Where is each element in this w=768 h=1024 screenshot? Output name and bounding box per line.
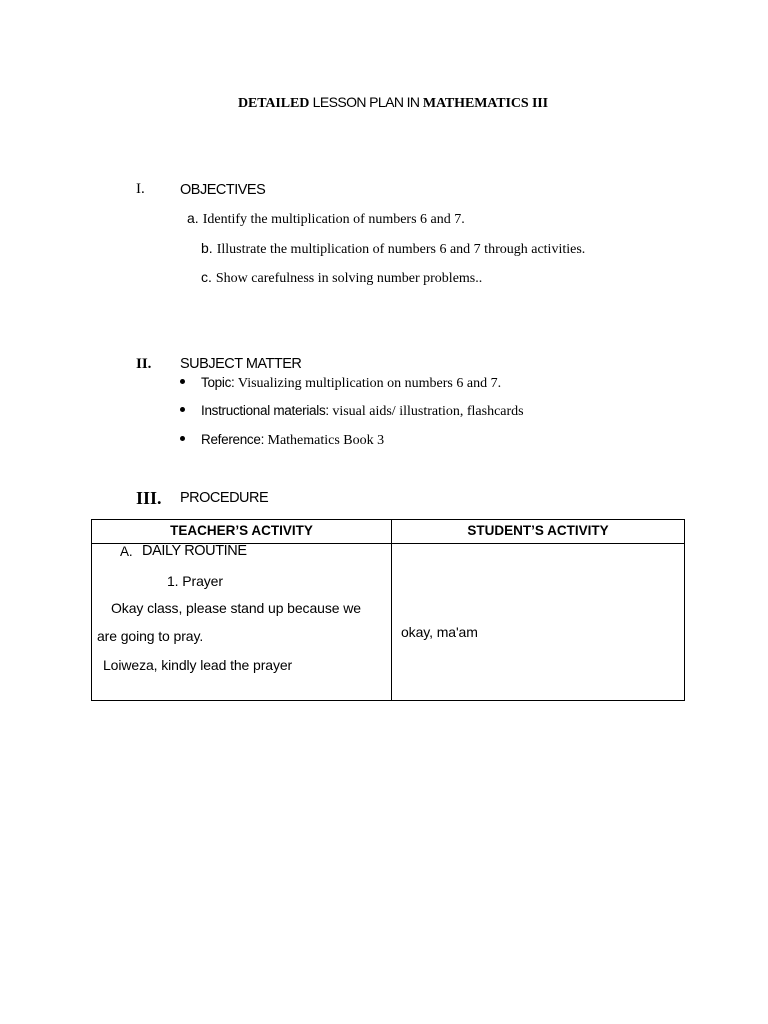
objective-text: Illustrate the multiplication of numbers 6 and 7 through activities. xyxy=(216,242,586,257)
title-part-1: DETAILED xyxy=(237,96,313,111)
subject-matter-heading: SUBJECT MATTER xyxy=(180,356,302,372)
objective-item xyxy=(201,269,482,287)
prayer-step: 1. Prayer xyxy=(167,573,223,589)
objective-text: Identify the multiplication of numbers 6 and 7. xyxy=(202,212,465,227)
item-label: Reference: xyxy=(201,432,268,447)
daily-routine-heading: DAILY ROUTINE xyxy=(142,543,247,559)
objective-letter: b. xyxy=(201,240,213,256)
bullet-icon xyxy=(180,436,185,441)
bullet-icon xyxy=(180,379,185,384)
objective-letter: a. xyxy=(187,210,199,226)
objectives-number: I. xyxy=(136,181,145,197)
subject-matter-item xyxy=(180,375,501,392)
item-value: visual aids/ illustration, flashcards xyxy=(332,404,524,419)
objectives-heading: OBJECTIVES xyxy=(180,182,266,198)
subject-matter-item xyxy=(180,432,384,449)
objective-letter: c. xyxy=(201,269,212,285)
teacher-activity-header: TEACHER’S ACTIVITY xyxy=(170,523,313,538)
student-response: okay, ma'am xyxy=(401,624,478,640)
objective-item xyxy=(187,210,465,228)
objective-item xyxy=(201,240,585,258)
column-divider xyxy=(391,520,392,700)
subject-matter-number: II. xyxy=(136,356,152,372)
title-part-2: LESSON PLAN IN xyxy=(312,94,420,110)
routine-letter: A. xyxy=(120,544,133,559)
teacher-line: are going to pray. xyxy=(97,628,204,644)
objective-text: Show carefulness in solving number problems.. xyxy=(215,271,483,286)
document-title xyxy=(0,94,768,112)
procedure-table xyxy=(91,519,685,701)
subject-matter-item xyxy=(180,403,524,420)
item-label: Instructional materials: xyxy=(201,403,333,418)
title-part-3: MATHEMATICS III xyxy=(419,96,549,111)
item-value: Mathematics Book 3 xyxy=(267,433,385,448)
procedure-heading: PROCEDURE xyxy=(180,490,269,506)
bullet-icon xyxy=(180,407,185,412)
teacher-line: Loiweza, kindly lead the prayer xyxy=(103,657,293,673)
item-value: Visualizing multiplication on numbers 6 and 7. xyxy=(237,376,502,391)
teacher-line: Okay class, please stand up because we xyxy=(111,600,361,616)
student-activity-header: STUDENT’S ACTIVITY xyxy=(467,523,609,538)
item-label: Topic: xyxy=(201,375,238,390)
procedure-number: III. xyxy=(136,488,162,508)
